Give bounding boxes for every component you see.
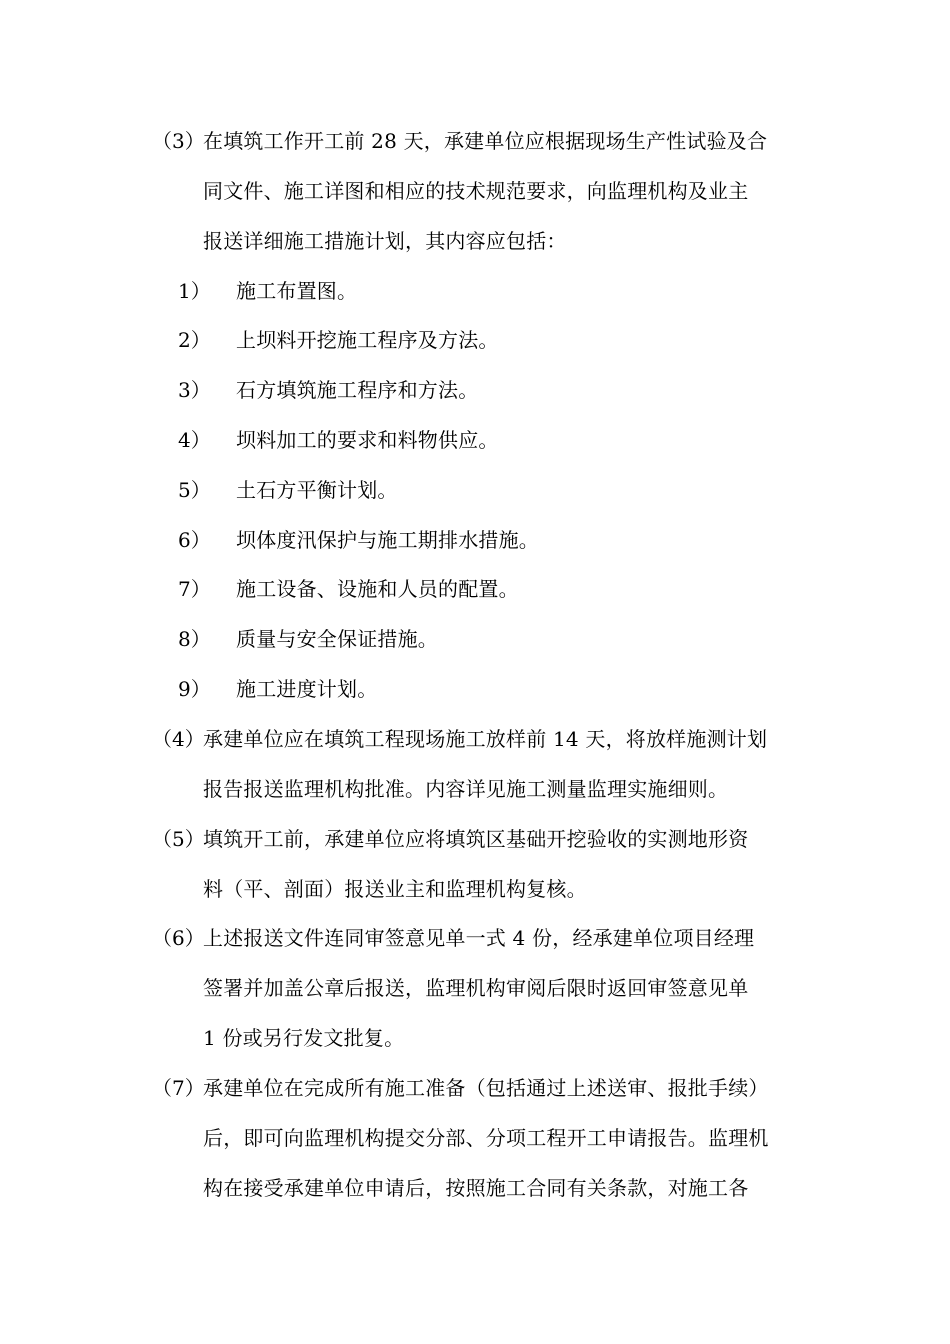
subitem-2-text: 上坝料开挖施工程序及方法。 [236, 328, 499, 352]
subitem-7-text: 施工设备、设施和人员的配置。 [236, 577, 519, 601]
subitem-8-num: 8） [178, 627, 211, 651]
item-3-line-1: 在填筑工作开工前 28 天，承建单位应根据现场生产性试验及合 [203, 129, 768, 153]
subitem-6-num: 6） [178, 528, 211, 552]
item-5-line-2: 料（平、剖面）报送业主和监理机构复核。 [203, 877, 587, 901]
item-3-line-3: 报送详细施工措施计划，其内容应包括： [203, 229, 567, 253]
subitem-3-text: 石方填筑施工程序和方法。 [236, 378, 479, 402]
subitem-9-text: 施工进度计划。 [236, 677, 378, 701]
subitem-5-text: 土石方平衡计划。 [236, 478, 398, 502]
item-5-line-1: 填筑开工前，承建单位应将填筑区基础开挖验收的实测地形资 [203, 827, 749, 851]
subitem-1-text: 施工布置图。 [236, 279, 358, 303]
item-4-line-1: 承建单位应在填筑工程现场施工放样前 14 天，将放样施测计划 [203, 727, 768, 751]
subitem-2-num: 2） [178, 328, 211, 352]
subitem-1-num: 1） [178, 279, 211, 303]
subitem-4-text: 坝料加工的要求和料物供应。 [236, 428, 499, 452]
item-7-line-2: 后，即可向监理机构提交分部、分项工程开工申请报告。监理机 [203, 1126, 769, 1150]
item-3-label: （3） [152, 129, 205, 153]
subitem-4-num: 4） [178, 428, 211, 452]
item-6-line-3: 1 份或另行发文批复。 [203, 1026, 405, 1050]
subitem-6-text: 坝体度汛保护与施工期排水措施。 [236, 528, 539, 552]
item-7-line-1: 承建单位在完成所有施工准备（包括通过上述送审、报批手续） [203, 1076, 769, 1100]
item-4-label: （4） [152, 727, 205, 751]
subitem-5-num: 5） [178, 478, 211, 502]
item-5-label: （5） [152, 827, 205, 851]
item-7-label: （7） [152, 1076, 205, 1100]
item-6-line-2: 签署并加盖公章后报送，监理机构审阅后限时返回审签意见单 [203, 976, 749, 1000]
subitem-8-text: 质量与安全保证措施。 [236, 627, 438, 651]
subitem-9-num: 9） [178, 677, 211, 701]
subitem-3-num: 3） [178, 378, 211, 402]
item-3-line-2: 同文件、施工详图和相应的技术规范要求，向监理机构及业主 [203, 179, 749, 203]
item-7-line-3: 构在接受承建单位申请后，按照施工合同有关条款，对施工各 [203, 1176, 749, 1200]
item-6-line-1: 上述报送文件连同审签意见单一式 4 份，经承建单位项目经理 [203, 926, 755, 950]
subitem-7-num: 7） [178, 577, 211, 601]
item-6-label: （6） [152, 926, 205, 950]
item-4-line-2: 报告报送监理机构批准。内容详见施工测量监理实施细则。 [203, 777, 729, 801]
